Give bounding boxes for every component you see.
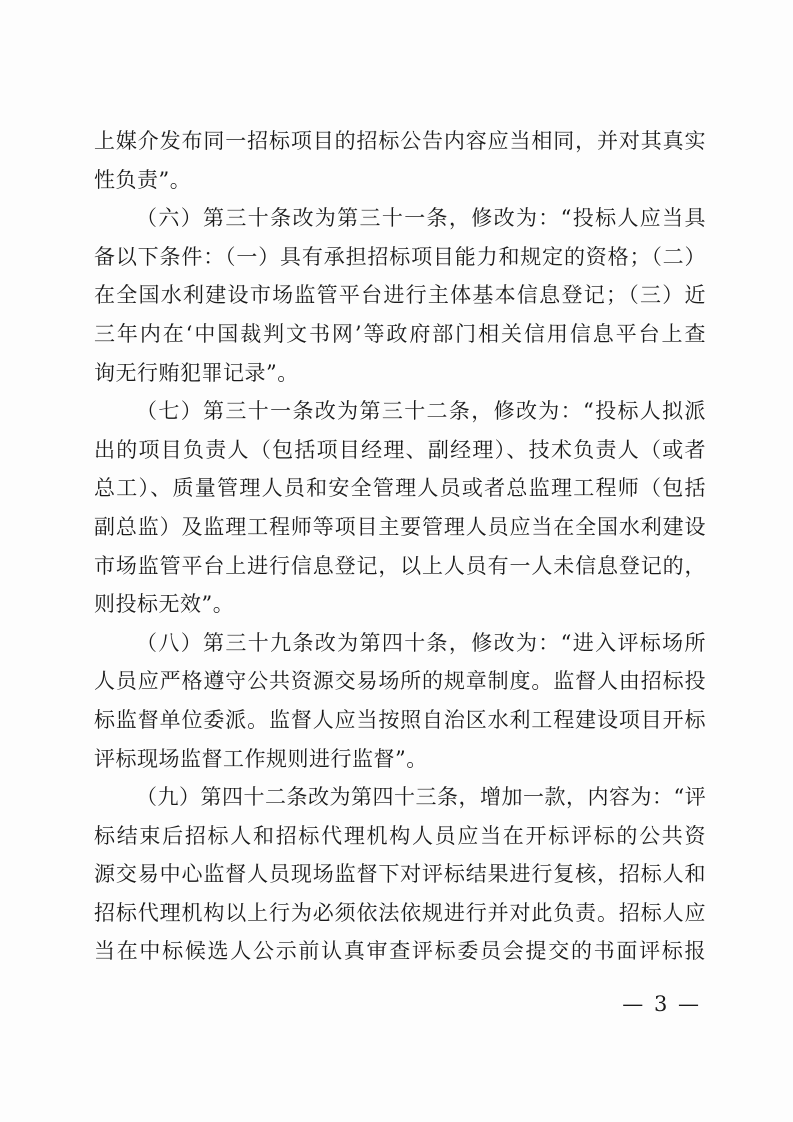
- text-line: 在全国水利建设市场监管平台进行主体基本信息登记；（三）近: [94, 283, 706, 308]
- document-body: [94, 122, 706, 971]
- text-line: 三年内在‘中国裁判文书网’等政府部门相关信用信息平台上查: [94, 321, 706, 346]
- text-line: （七）第三十一条改为第三十二条，修改为：“投标人拟派: [136, 399, 706, 424]
- text-line: 评标现场监督工作规则进行监督”。: [94, 746, 428, 771]
- text-line: 副总监）及监理工程师等项目主要管理人员应当在全国水利建设: [94, 514, 706, 539]
- text-line: 出的项目负责人（包括项目经理、副经理）、技术负责人（或者: [94, 437, 706, 462]
- page-number: — 3 —: [622, 992, 701, 1016]
- text-line: （九）第四十二条改为第四十三条，增加一款，内容为：“评: [136, 785, 707, 810]
- text-line: 标监督单位委派。监督人应当按照自治区水利工程建设项目开标: [94, 707, 706, 732]
- text-line: 源交易中心监督人员现场监督下对评标结果进行复核，招标人和: [94, 862, 706, 887]
- text-line: 人员应严格遵守公共资源交易场所的规章制度。监督人由招标投: [94, 669, 706, 694]
- text-line: 当在中标候选人公示前认真审查评标委员会提交的书面评标报: [94, 939, 706, 964]
- text-line: （八）第三十九条改为第四十条，修改为：“进入评标场所: [136, 630, 706, 655]
- text-line: 市场监管平台上进行信息登记，以上人员有一人未信息登记的，: [94, 553, 706, 578]
- text-line: 则投标无效”。: [94, 592, 235, 617]
- text-line: （六）第三十条改为第三十一条，修改为：“投标人应当具: [136, 206, 706, 231]
- text-line: 总工）、质量管理人员和安全管理人员或者总监理工程师（包括: [94, 476, 706, 501]
- text-line: 标结束后招标人和招标代理机构人员应当在开标评标的公共资: [94, 823, 706, 848]
- text-line: 招标代理机构以上行为必须依法依规进行并对此负责。招标人应: [94, 900, 706, 925]
- text-line: 备以下条件：（一）具有承担招标项目能力和规定的资格；（二）: [94, 244, 706, 269]
- text-line: 询无行贿犯罪记录”。: [94, 360, 299, 385]
- text-line: 性负责”。: [94, 167, 192, 192]
- text-line: 上媒介发布同一招标项目的招标公告内容应当相同，并对其真实: [94, 129, 706, 153]
